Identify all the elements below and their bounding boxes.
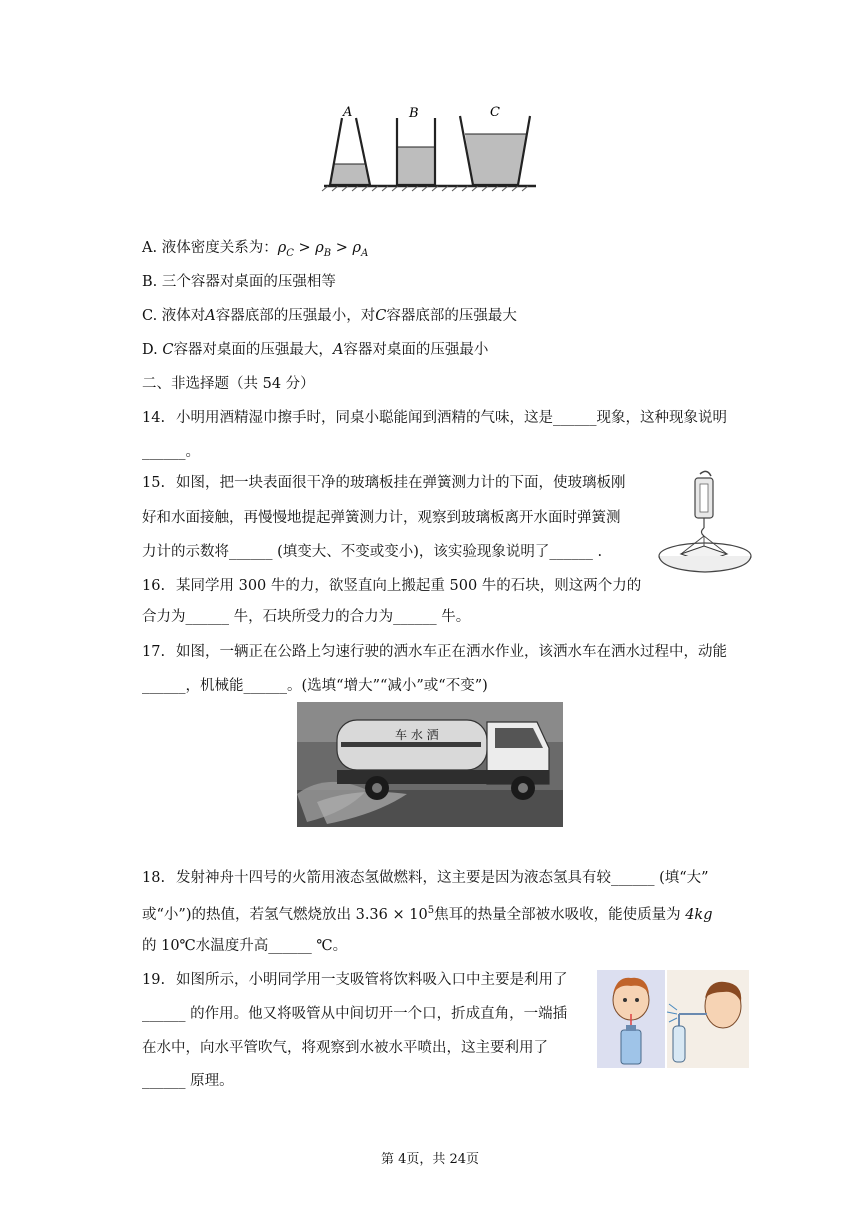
q19-number: 19.	[142, 972, 166, 988]
option-d	[142, 340, 488, 360]
option-c-mid: 容器底部的压强最小，对	[215, 308, 376, 324]
section-heading: 二、非选择题（共 54 分）	[142, 376, 315, 392]
q18-line-3: 的 10℃水温度升高______ ℃。	[142, 938, 348, 954]
q19-text-1: 如图所示，小明同学用一支吸管将饮料吸入口中主要是利用了	[176, 972, 568, 988]
containers-figure	[320, 100, 540, 192]
option-c-c: C	[375, 308, 387, 324]
q15-line-3: 力计的示数将______ (填变大、不变或变小)，该实验现象说明了______ .	[142, 544, 603, 560]
q18-text-1: 发射神舟十四号的火箭用液态氢做燃料，这主要是因为液态氢具有较______ (填“大”	[176, 870, 709, 886]
q16-number: 16.	[142, 578, 166, 594]
option-c-pre: C. 液体对	[142, 308, 206, 324]
option-d-c: C	[162, 342, 174, 358]
q17-line-2: ______，机械能______。(选填“增大”“减小”或“不变”)	[142, 678, 488, 694]
q14-number: 14.	[142, 410, 166, 426]
q14-text-1: 小明用酒精湿巾擦手时，同桌小聪能闻到酒精的气味，这是______现象，这种现象说明	[176, 410, 727, 426]
container-c-label: C	[490, 105, 500, 120]
q19-line-4: ______ 原理。	[142, 1073, 234, 1089]
q19-line-2: ______ 的作用。他又将吸管从中间切开一个口，折成直角，一端插	[142, 1006, 568, 1022]
q15-number: 15.	[142, 475, 166, 491]
q14-line-1	[142, 408, 727, 428]
option-a-math: $\rho_C > \rho_B > \rho_A$	[277, 240, 369, 259]
q18-exponent: 5	[427, 905, 435, 916]
sprinkler-truck-photo	[297, 702, 563, 827]
q14-line-2: ______。	[142, 444, 200, 460]
q15-line-2: 好和水面接触，再慢慢地提起弹簧测力计，观察到玻璃板离开水面时弹簧测	[142, 510, 621, 526]
q17-line-1	[142, 642, 727, 662]
q18-text-2-pre: 或“小”)的热值，若氢气燃烧放出 3.36 × 10	[142, 906, 428, 923]
option-d-post: 容器对桌面的压强最小	[343, 342, 489, 358]
container-a-label: A	[343, 105, 353, 120]
option-d-mid: 容器对桌面的压强最大，	[173, 342, 333, 358]
q15-line-1	[142, 473, 626, 493]
q18-line-1	[142, 868, 709, 888]
q16-text-1: 某同学用 300 牛的力，欲竖直向上搬起重 500 牛的石块，则这两个力的	[176, 578, 642, 594]
q17-number: 17.	[142, 644, 166, 660]
truck-tank-text: 车 水 洒	[395, 728, 439, 742]
q18-text-2-mid: 焦耳的热量全部被水吸收，能使质量为	[434, 906, 686, 923]
q19-line-3: 在水中，向水平管吹气，将观察到水被水平喷出，这主要利用了	[142, 1040, 548, 1056]
q18-mass: 4kg	[685, 906, 713, 923]
option-c	[142, 306, 517, 326]
container-b-label: B	[409, 106, 419, 121]
q18-number: 18.	[142, 870, 166, 886]
q16-line-2: 合力为______ 牛，石块所受力的合力为______ 牛。	[142, 609, 471, 625]
q19-line-1	[142, 970, 568, 990]
straw-experiment-figure	[597, 970, 749, 1068]
q16-line-1	[142, 576, 641, 596]
q17-text-1: 如图，一辆正在公路上匀速行驶的洒水车正在洒水作业，该洒水车在洒水过程中，动能	[176, 644, 727, 660]
option-b: B. 三个容器对桌面的压强相等	[142, 274, 336, 290]
option-c-post: 容器底部的压强最大	[386, 308, 517, 324]
option-a	[142, 238, 368, 264]
page-footer: 第 4页，共 24页	[380, 1152, 480, 1167]
option-a-text: A. 液体密度关系为：	[142, 240, 278, 256]
q18-line-2	[142, 901, 712, 925]
spring-scale-figure	[655, 470, 755, 580]
option-c-a: A	[205, 308, 216, 324]
option-d-a: A	[332, 342, 344, 358]
option-d-pre: D.	[142, 342, 163, 358]
q15-text-1: 如图，把一块表面很干净的玻璃板挂在弹簧测力计的下面，使玻璃板刚	[176, 475, 626, 491]
